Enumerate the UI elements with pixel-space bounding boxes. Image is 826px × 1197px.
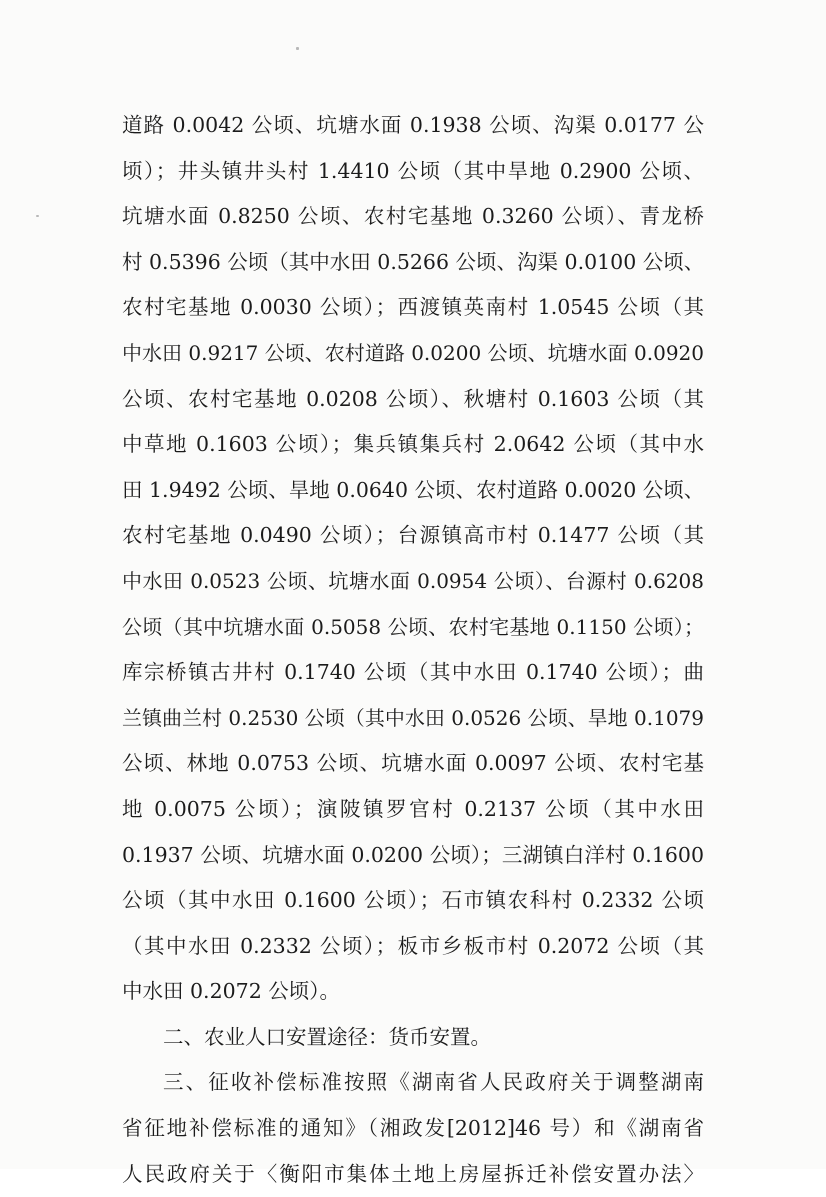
text-line: 中草地 0.1603 公顷）；集兵镇集兵村 2.0642 公顷（其中水 <box>122 432 704 457</box>
paragraph-compensation-line: 省征地补偿标准的通知》（湘政发[2012]46 号）和《湖南省 <box>122 1116 704 1141</box>
document-body <box>122 103 704 1197</box>
text-line: （其中水田 0.2332 公顷）；板市乡板市村 0.2072 公顷（其 <box>122 933 704 958</box>
paragraph-compensation-line: 三、征收补偿标准按照《湖南省人民政府关于调整湖南 <box>163 1070 704 1095</box>
text-line: 村 0.5396 公顷（其中水田 0.5266 公顷、沟渠 0.0100 公顷、 <box>122 249 705 274</box>
text-line: 公顷（其中坑塘水面 0.5058 公顷、农村宅基地 0.1150 公顷）； <box>122 614 704 639</box>
paragraph-resettlement: 二、农业人口安置途径：货币安置。 <box>163 1024 491 1049</box>
text-line: 兰镇曲兰村 0.2530 公顷（其中水田 0.0526 公顷、旱地 0.1079 <box>122 705 704 730</box>
text-line: 坑塘水面 0.8250 公顷、农村宅基地 0.3260 公顷）、青龙桥 <box>122 204 704 229</box>
paragraph-compensation-line: 人民政府关于〈衡阳市集体土地上房屋拆迁补偿安置办法〉 <box>122 1161 704 1186</box>
text-line: 农村宅基地 0.0490 公顷）；台源镇高市村 0.1477 公顷（其 <box>122 523 704 548</box>
text-line: 顷）；井头镇井头村 1.4410 公顷（其中旱地 0.2900 公顷、 <box>122 158 704 183</box>
text-line: 公顷、农村宅基地 0.0208 公顷）、秋塘村 0.1603 公顷（其 <box>122 386 704 411</box>
text-line: 中水田 0.0523 公顷、坑塘水面 0.0954 公顷）、台源村 0.6208 <box>122 568 704 593</box>
text-line: 公顷、林地 0.0753 公顷、坑塘水面 0.0097 公顷、农村宅基 <box>122 751 704 776</box>
text-line: 道路 0.0042 公顷、坑塘水面 0.1938 公顷、沟渠 0.0177 公 <box>122 113 704 137</box>
text-line: 中水田 0.9217 公顷、农村道路 0.0200 公顷、坑塘水面 0.0920 <box>122 340 704 365</box>
text-line: 0.1937 公顷、坑塘水面 0.0200 公顷）；三湖镇白洋村 0.1600 <box>122 842 704 867</box>
text-line: 农村宅基地 0.0030 公顷）；西渡镇英南村 1.0545 公顷（其 <box>122 295 704 320</box>
scan-speck <box>36 215 39 217</box>
text-line: 库宗桥镇古井村 0.1740 公顷（其中水田 0.1740 公顷）；曲 <box>122 660 704 685</box>
text-line: 公顷（其中水田 0.1600 公顷）；石市镇农科村 0.2332 公顷 <box>122 888 704 913</box>
text-line: 地 0.0075 公顷）；演陂镇罗官村 0.2137 公顷（其中水田 <box>122 796 704 821</box>
text-line: 田 1.9492 公顷、旱地 0.0640 公顷、农村道路 0.0020 公顷、 <box>122 477 705 502</box>
scan-speck <box>296 47 299 50</box>
text-line: 中水田 0.2072 公顷）。 <box>122 979 341 1004</box>
